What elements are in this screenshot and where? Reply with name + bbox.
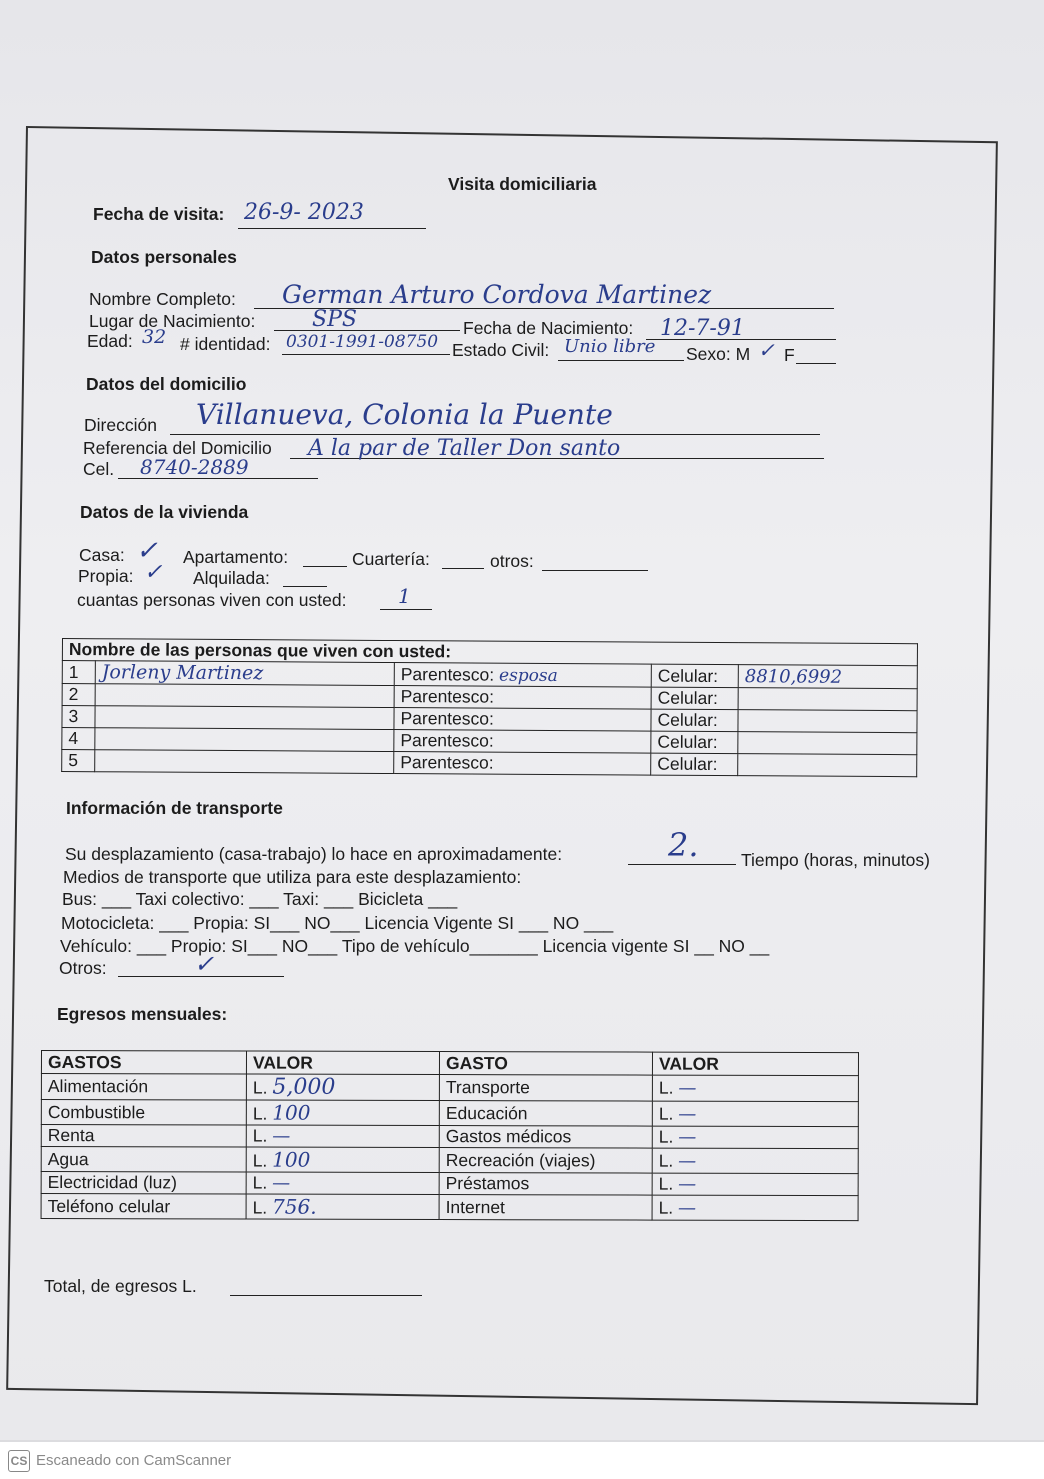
name-label: Nombre Completo: [89,289,236,309]
expense-value: — [272,1125,291,1147]
birthplace-value: SPS [312,307,357,332]
parentesco-label: Parentesco: [394,730,651,754]
personal-heading: Datos personales [91,247,237,267]
reference-value: A la par de Taller Don santo [308,436,621,461]
birthplace-label: Lugar de Nacimiento: [89,311,256,331]
table-row [62,750,917,777]
propia-label: Propia: [78,566,134,586]
cel-value: 8740-2889 [140,455,249,479]
expense-value-cell-right [652,1148,858,1174]
people-count-value: 1 [398,584,411,608]
table-row [41,1172,858,1196]
visit-date-line [238,228,426,229]
currency: L. [658,1150,674,1171]
currency: L. [658,1103,674,1124]
currency: L. [252,1125,268,1146]
transport-otros-mark: ✓ [194,950,215,978]
form-title: Visita domiciliaria [448,174,597,194]
currency: L. [252,1077,268,1098]
currency: L. [252,1197,268,1218]
sex-f-line [796,363,836,364]
expense-value: 100 [272,1147,311,1172]
table-row [41,1100,858,1127]
parentesco-label: Parentesco: [394,752,651,776]
commute-line [628,864,736,865]
expense-value-cell-right [652,1126,858,1149]
expense-value-right: — [678,1103,697,1125]
cel-label: Cel. [83,459,115,479]
casa-label: Casa: [79,545,125,565]
sex-check-mark: ✓ [758,338,775,362]
camscanner-text: Escaneado con CamScanner [36,1452,232,1469]
currency: L. [252,1150,268,1171]
alquilada-label: Alquilada: [193,568,270,588]
celular-label: Celular: [651,687,738,710]
person-name [95,750,394,774]
expense-value-right: — [678,1077,697,1099]
housing-heading: Datos de la vivienda [80,502,249,522]
expense-name-right: Recreación (viajes) [439,1148,652,1174]
expense-name-right: Gastos médicos [439,1126,652,1149]
expense-value-cell [246,1074,439,1101]
celular-label: Celular: [651,731,738,754]
expense-value-cell-right [652,1173,858,1196]
civil-line [558,360,684,361]
gastos-header: GASTOS [41,1051,246,1075]
expenses-table [41,1050,859,1221]
id-value: 0301-1991-08750 [286,332,439,352]
expense-value: 5,000 [272,1074,336,1100]
table-row [41,1074,858,1102]
id-line [282,354,450,355]
commute-unit: Tiempo (horas, minutos) [741,850,930,870]
home-heading: Datos del domicilio [86,374,247,394]
vehicle-line: Vehículo: ___ Propio: SI___ NO___ Tipo de vehículo_______ Licencia vigente SI __ NO __ [60,936,770,956]
expense-value-cell [246,1100,439,1126]
person-name [95,706,394,730]
currency: L. [252,1172,268,1193]
birthplace-line [274,330,460,331]
expense-name-right: Transporte [439,1075,652,1102]
apartamento-line [303,566,347,567]
parentesco-value: esposa [498,665,558,686]
currency: L. [658,1173,674,1194]
expense-name: Renta [41,1125,246,1148]
civil-label: Estado Civil: [452,340,550,360]
expense-value: — [272,1172,291,1194]
sex-f-label: F [784,345,795,365]
people-table [61,638,918,777]
expense-value-cell [246,1125,439,1148]
row-number: 3 [62,706,95,728]
expense-name: Teléfono celular [41,1194,246,1220]
expense-value-cell-right [652,1101,858,1127]
gasto-header: GASTO [439,1052,652,1076]
person-name: Jorleny Martinez [101,661,264,685]
expenses-header-row [41,1051,858,1076]
currency: L. [252,1103,268,1124]
id-label: # identidad: [180,334,271,354]
expense-value: 100 [272,1100,311,1125]
commute-value: 2. [668,826,699,864]
cuarteria-label: Cuartería: [352,549,430,569]
celular-value [738,754,917,777]
transport-heading: Información de transporte [66,798,283,818]
expense-value: 756. [272,1194,317,1219]
celular-label: Celular: [651,753,738,776]
expense-name: Combustible [41,1100,246,1126]
person-name-cell [95,661,394,686]
total-label: Total, de egresos L. [44,1276,197,1296]
currency: L. [658,1077,674,1098]
parentesco-label: Parentesco: [394,686,651,710]
camscanner-logo: CS [8,1450,30,1472]
moto-line: Motocicleta: ___ Propia: SI___ NO___ Licencia Vigente SI ___ NO ___ [61,913,614,933]
person-name [95,728,394,752]
celular-value: 8810,6992 [744,665,843,688]
civil-value: Unio libre [564,336,656,357]
parentesco-label: Parentesco: [400,663,495,685]
celular-value [738,710,917,733]
parentesco-label: Parentesco: [394,708,651,732]
people-table-header: Nombre de las personas que viven con usted: [62,639,917,666]
expense-value-right: — [678,1126,697,1148]
expense-name-right: Internet [439,1195,652,1221]
expense-value-right: — [678,1197,697,1219]
bus-line: Bus: ___ Taxi colectivo: ___ Taxi: ___ Bicicleta ___ [62,889,458,909]
expense-name-right: Educación [439,1101,652,1127]
otros-label: otros: [490,551,534,571]
otros-line [542,570,648,571]
row-number: 5 [62,750,95,772]
address-line [170,434,820,435]
expense-name-right: Préstamos [439,1173,652,1196]
expense-value-cell-right [652,1075,858,1102]
address-label: Dirección [84,415,157,435]
propia-check-mark: ✓ [144,560,163,585]
expenses-heading: Egresos mensuales: [57,1004,228,1024]
people-count-line [380,609,432,610]
cuarteria-line [442,568,484,569]
valor-header-right: VALOR [652,1052,858,1076]
expense-value-cell [246,1194,439,1220]
visit-date-value: 26-9- 2023 [244,200,364,225]
celular-value [738,688,917,711]
expense-name: Electricidad (luz) [41,1172,246,1195]
parentesco-cell [394,663,651,688]
sex-label: Sexo: M [686,344,751,364]
table-row [41,1125,858,1149]
row-number: 4 [62,728,95,750]
birthdate-value: 12-7-91 [660,316,745,341]
table-row [41,1147,858,1174]
visit-date-label: Fecha de visita: [93,204,225,224]
expense-value-cell [246,1147,439,1173]
age-label: Edad: [87,331,133,351]
name-value: German Arturo Cordova Martinez [282,280,712,309]
casa-check-mark: ✓ [136,536,158,566]
expense-value-cell-right [652,1195,858,1221]
celular-label: Celular: [651,709,738,732]
table-row [41,1194,858,1221]
apartamento-label: Apartamento: [183,547,289,567]
expense-value-right: — [678,1173,697,1195]
expense-name: Alimentación [41,1074,246,1101]
row-number: 2 [62,684,95,706]
people-count-label: cuantas personas viven con usted: [77,590,347,610]
row-number: 1 [62,661,95,684]
age-value: 32 [142,326,167,348]
celular-cell [738,665,917,689]
reference-label: Referencia del Domicilio [83,438,272,458]
total-line [230,1295,422,1296]
birthdate-label: Fecha de Nacimiento: [463,318,634,338]
currency: L. [658,1126,674,1147]
scanner-footer [0,1442,1044,1479]
expense-value-right: — [678,1150,697,1172]
expense-name: Agua [41,1147,246,1173]
celular-value [738,732,917,755]
valor-header: VALOR [246,1051,439,1075]
currency: L. [658,1197,674,1218]
expense-value-cell [246,1172,439,1195]
address-value: Villanueva, Colonia la Puente [196,398,613,431]
transport-otros-label: Otros: [59,958,107,978]
means-label: Medios de transporte que utiliza para este desplazamiento: [63,867,522,887]
celular-label: Celular: [651,664,738,688]
commute-label: Su desplazamiento (casa-trabajo) lo hace en aproximadamente: [65,844,563,864]
alquilada-line [283,586,327,587]
person-name [95,684,394,708]
